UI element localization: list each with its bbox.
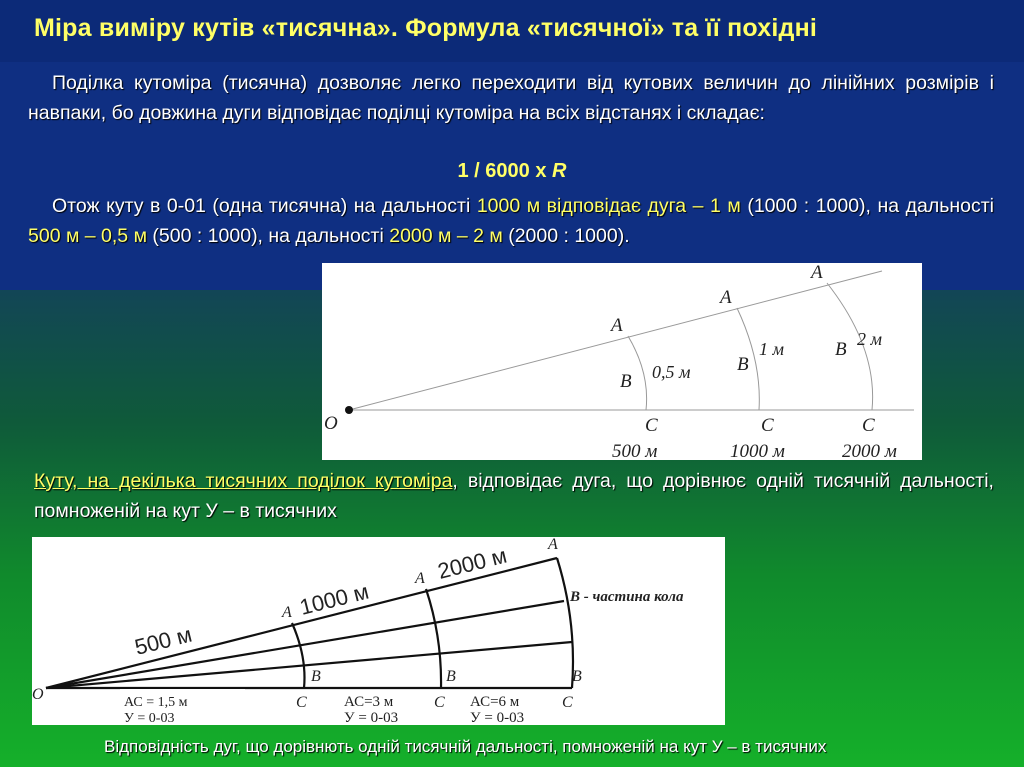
arc-1000 [426, 589, 441, 688]
distance-label-500: 500 м [612, 441, 658, 460]
rule-text: , відповідає дуга, що дорівнює одній тисячній дальності, помноженій на кут У – в тисячних [34, 470, 994, 522]
example-paragraph [28, 191, 994, 251]
slide-title: Міра виміру кутів «тисячна». Формула «тисячної» та її похідні [34, 14, 818, 42]
label-b2-3: B [572, 668, 582, 685]
note-ac-3: АС=6 м [470, 694, 520, 710]
rule-paragraph [34, 466, 994, 526]
origin-point [345, 406, 353, 414]
label-a-2: A [720, 287, 732, 308]
example-text-1: Отож куту в 0-01 (одна тисячна) на дальності [52, 195, 477, 217]
arc-2000 [557, 558, 573, 688]
label-b-3: B [835, 339, 847, 360]
label-c2-3: C [562, 694, 573, 711]
range-label-1000: 1000 м [297, 578, 372, 620]
range-label-500: 500 м [132, 621, 195, 660]
label-a-1: A [611, 315, 623, 336]
label-b-1: B [620, 371, 632, 392]
note-angle-2: У = 0-03 [344, 710, 399, 725]
arc-diagram-1-svg [322, 263, 922, 460]
ray [349, 271, 882, 410]
label-a2-2: A [415, 570, 425, 587]
label-origin: O [324, 413, 338, 434]
label-b2-2: B [446, 668, 456, 685]
distance-label-1000: 1000 м [730, 441, 785, 460]
formula-variable: R [552, 160, 567, 182]
example-highlight-1: 1000 м відповідає дуга – 1 м [476, 195, 741, 217]
note-ac-2: АС=3 м [344, 694, 394, 710]
intro-paragraph: Поділка кутоміра (тисячна) дозволяє легко переходити від кутових величин до лінійних розмірів і навпаки, бо довжина дуги відповідає поділці кутоміра на всіх відстанях і складає: [28, 72, 994, 124]
legend-b-part: В - частина кола [570, 589, 684, 605]
arc-diagram-1 [322, 263, 922, 460]
note-ac-1: АС = 1,5 м [124, 695, 188, 710]
example-highlight-2: 500 м – 0,5 м [28, 225, 147, 247]
label-c-2: C [761, 415, 774, 436]
label-a2-1: A [282, 604, 292, 621]
distance-label-2000: 2000 м [842, 441, 897, 460]
example-text-4: (2000 : 1000). [502, 225, 630, 247]
note-angle-1: У = 0-03 [124, 711, 175, 725]
arc-diagram-2-svg [32, 537, 725, 725]
rule-highlight: Куту, на декілька тисячних поділок кутоміра [34, 470, 453, 492]
arc-label-2: 2 м [857, 329, 882, 349]
arc-500 [292, 623, 305, 688]
arc-label-1: 1 м [759, 339, 784, 359]
diagram-caption: Відповідність дуг, що дорівнють одній тисячній дальності, помноженій на кут У – в тисячних [104, 737, 827, 756]
range-label-2000: 2000 м [435, 542, 510, 584]
arc-label-0-5: 0,5 м [652, 362, 691, 382]
label-a-3: A [811, 263, 823, 283]
ray-1 [46, 642, 572, 688]
example-text-2: (1000 : 1000), на дальності [740, 195, 994, 217]
label-a2-3: A [548, 537, 558, 553]
ray-3 [46, 558, 557, 688]
formula-prefix: 1 / 6000 x [457, 160, 553, 182]
label-b2-1: B [311, 668, 321, 685]
formula [0, 160, 1024, 183]
note-angle-3: У = 0-03 [470, 710, 525, 725]
label-c2-1: C [296, 694, 307, 711]
label-b-2: B [737, 354, 749, 375]
label-origin-2: O [32, 686, 44, 703]
arc-diagram-2 [32, 537, 725, 725]
example-text-3: (500 : 1000), на дальності [146, 225, 390, 247]
example-highlight-3: 2000 м – 2 м [389, 225, 503, 247]
label-c-1: C [645, 415, 658, 436]
label-c2-2: C [434, 694, 445, 711]
label-c-3: C [862, 415, 875, 436]
